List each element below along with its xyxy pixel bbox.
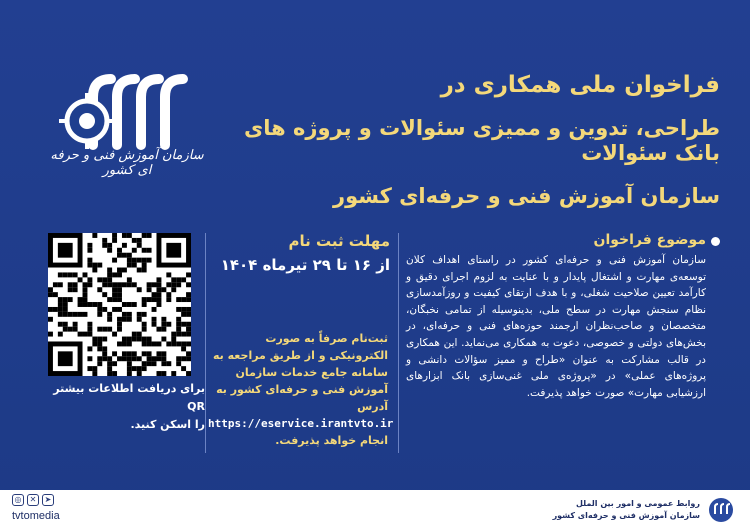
registration-url[interactable]: https://eservice.irantvto.ir (208, 417, 394, 430)
registration-text: ثبت‌نام صرفاً به صورت الکترونیکی و از طریق مراجعه به سامانه جامع خدمات سازمان آموزش فنی و حرفه‌ای کشور به آدرس (213, 332, 388, 413)
social-icons (12, 494, 54, 506)
deadline-title: مهلت ثبت نام (288, 232, 390, 250)
footer (0, 490, 750, 530)
title-line-3: سازمان آموزش فنی و حرفه‌ای کشور (332, 184, 720, 208)
registration-info (208, 330, 394, 449)
title-line-1: فراخوان ملی همکاری در (440, 72, 720, 98)
telegram-icon[interactable]: ➤ (42, 494, 54, 506)
topic-body: سازمان آموزش فنی و حرفه‌ای کشور در راستای اهداف کلان توسعه‌ی مهارت و اشتغال پایدار و با عنایت به لزوم اجرای دقیق و کارآمد تعیین صلاحیت شغلی، و با هدف ارتقای کیفیت و روزآمدسازی نظام سنجش مهارت در سطح ملی، بدینوسیله از تمامی نخبگان، متخصصان و صاحب‌نظران ارجمند حوزه‌های فنی و حرفه‌ای، در بخش‌های دولتی و خصوصی، دعوت به همکاری می‌نماید. این همکاری در قالب مشارکت به عنوان «طراح و ممیز سؤالات دانشی و پروژه‌های عملی» در «پروژه‌ی ملی غنی‌سازی بانک ابزارهای ارزشیابی مهارت» صورت خواهد پذیرفت. (406, 254, 706, 399)
instagram-icon[interactable]: ◎ (12, 494, 24, 506)
registration-end: انجام خواهد پذیرفت. (275, 434, 388, 447)
footer-logo-icon (706, 496, 736, 524)
org-name: سازمان آموزش فنی و حرفه ای کشور (50, 148, 204, 178)
x-icon[interactable]: ✕ (27, 494, 39, 506)
footer-org-line-2: سازمان آموزش فنی و حرفه‌ای کشور (552, 511, 700, 520)
qr-caption-line-2: را اسکن کنید. (130, 418, 205, 431)
topic-title: موضوع فراخوان (593, 232, 706, 248)
bullet-icon (711, 237, 720, 246)
page-title (200, 72, 720, 209)
footer-org-line-1: روابط عمومی و امور بین الملل (576, 499, 700, 508)
title-line-2: طراحی، تدوین و ممیزی سئوالات و پروژه های بانک سئوالات (243, 116, 720, 165)
divider-left (205, 233, 206, 453)
qr-caption (35, 380, 205, 434)
footer-org-text (540, 498, 700, 522)
social-handle: tvtomedia (12, 510, 60, 522)
qr-caption-line-1: برای دریافت اطلاعات بیشتر QR (53, 382, 205, 413)
qr-code[interactable] (48, 233, 191, 376)
deadline-date: از ۱۶ تا ۲۹ تیرماه ۱۴۰۴ (220, 256, 390, 274)
divider-right (398, 233, 399, 453)
